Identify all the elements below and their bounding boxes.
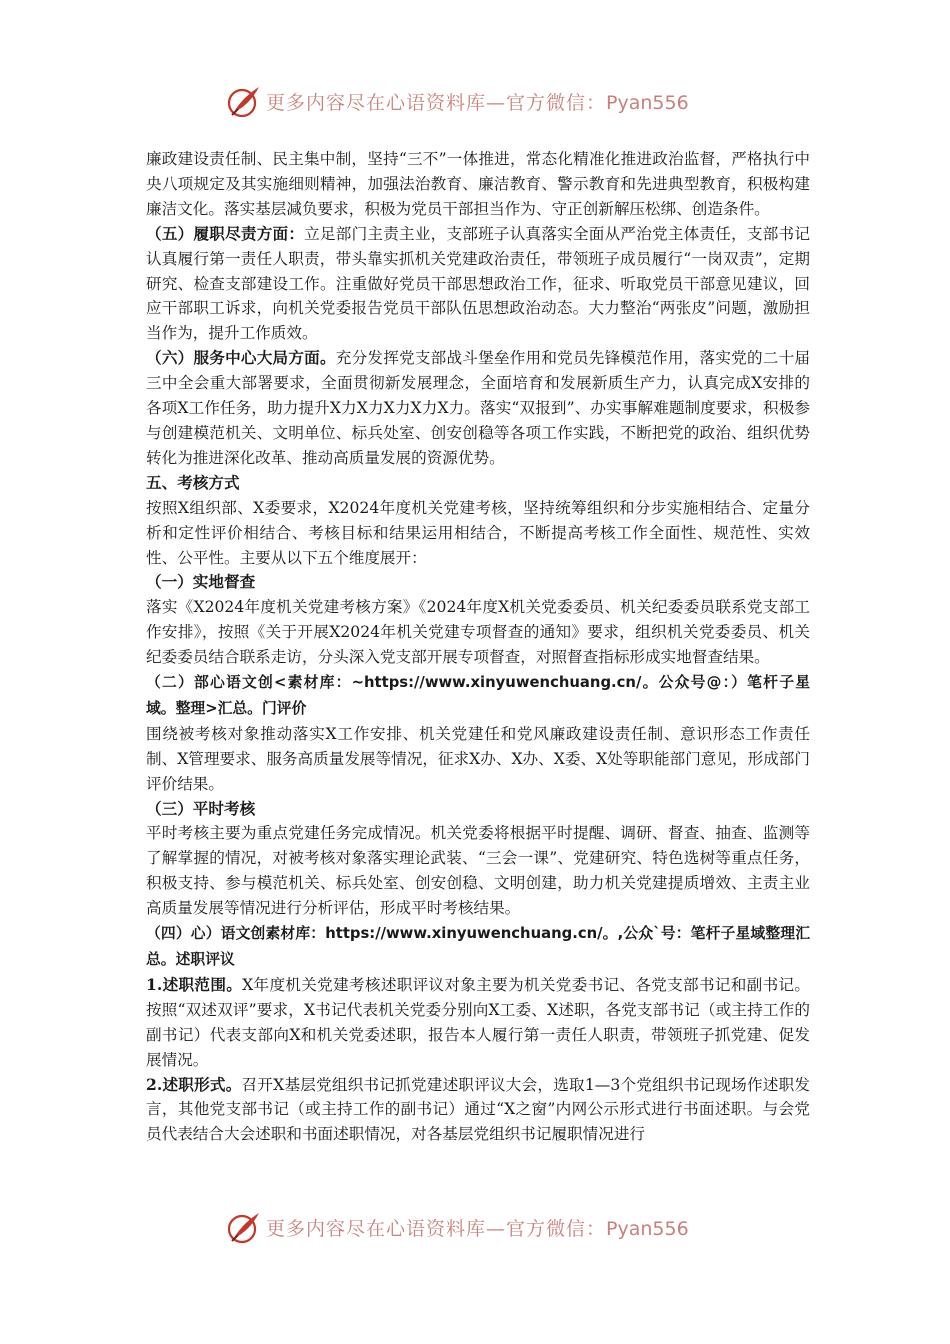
banner-text: 更多内容尽在心语资料库—官方微信：Pyan556 [266,92,689,114]
footer-banner [0,1208,950,1248]
paragraph: 平时考核主要为重点党建任务完成情况。机关党委将根据平时提醒、调研、督查、抽查、监测等了解掌握的情况，对被考核对象落实理论武装、“三会一课”、党建研究、特色选树等重点任务，积极支持、参与模范机关、标兵处室、创安创稳、文明创建，助力机关党建提质增效、主责主业高质量发展等情况进行分析评估，形成平时考核结果。 [146,824,810,918]
paragraph: 1.述职范围。X年度机关党建考核述职评议对象主要为机关党委书记、各党支部书记和副书记。按照“双述双评”要求，X书记代表机关党委分别向X工委、X述职，各党支部书记（或主持工作的副书记）代表支部向X和机关党委述职，报告本人履行第一责任人职责，带领班子抓党建、促发展情况。 [146,974,811,1069]
paragraph: 按照X组织部、X委要求，X2024年度机关党建考核，坚持统筹组织和分步实施相结合、定量分析和定性评价相结合、考核目标和结果运用相结合，不断提高考核工作全面性、规范性、实效性、公平性。主要从以下五个维度展开： [146,498,810,567]
paragraph: 围绕被考核对象推动落实X工作安排、机关党建任和党风廉政建设责任制、意识形态工作责任制、X管理要求、服务高质量发展等情况，征求X办、X办、X委、X处等职能部门意见，形成部门评价结果。 [146,724,810,793]
section-heading: 五、考核方式 [146,472,240,492]
paragraph: （五）履职尽责方面：立足部门主责主业，支部班子认真落实全面从严治党主体责任，支部书记认真履行第一责任人职责，带头靠实抓机关党建政治责任，带领班子成员履行“一岗双责”，定期研究、检查支部建设工作。注重做好党员干部思想政治工作，征求、听取党员干部意见建议，回应干部职工诉求，向机关党委报告党员干部队伍思想政治动态。大力整治“两张皮”问题，激励担当作为，提升工作质效。 [146,223,810,343]
paragraph: 廉政建设责任制、民主集中制，坚持“三不”一体推进，常态化精准化推进政治监督，严格执行中央八项规定及其实施细则精神，加强法治教育、廉洁教育、警示教育和先进典型教育，积极构建廉洁文化。落实基层减负要求，积极为党员干部担当作为、守正创新解压松绑、创造条件。 [146,150,810,218]
quill-logo-icon [226,84,262,120]
subsection-heading: （四）心）语文创素材库：https://www.xinyuwenchuang.cn/。,公众`号：笔杆子星域整理汇总。述职评议 [146,925,810,968]
paragraph: 2.述职形式。召开X基层党组织书记抓党建述职评议大会，选取1—3个党组织书记现场作述职发言，其他党支部书记（或主持工作的副书记）通过“X之窗”内网公示形式进行书面述职。与会党员代表结合大会述职和书面述职情况，对各基层党组织书记履职情况进行 [146,1074,810,1144]
document-body [146,147,810,1147]
quill-logo-icon [226,1210,262,1246]
paragraph: （六）服务中心大局方面。充分发挥党支部战斗堡垒作用和党员先锋模范作用，落实党的二十届三中全会重大部署要求，全面贯彻新发展理念，全面培育和发展新质生产力，认真完成X安排的各项X工作任务，助力提升X力X力X力X力X力。落实“双报到”、办实事解难题制度要求，积极参与创建模范机关、文明单位、标兵处室、创安创稳等各项工作实践，不断把党的政治、组织优势转化为推进深化改革、推动高质量发展的资源优势。 [146,348,810,467]
subsection-heading: （一）实地督查 [146,572,256,592]
header-banner [0,82,950,122]
paragraph: 落实《X2024年度机关党建考核方案》《2024年度X机关党委委员、机关纪委委员联系党支部工作安排》，按照《关于开展X2024年机关党建专项督查的通知》要求，组织机关党委委员、机关纪委委员结合联系走访，分头深入党支部开展专项督查，对照督查指标形成实地督查结果。 [146,598,810,667]
banner-text: 更多内容尽在心语资料库—官方微信：Pyan556 [266,1218,689,1240]
subsection-heading: （二）部心语文创<素材库：~https://www.xinyuwenchuang.cn/。公众号@：）笔杆子星域。整理>汇总。门评价 [146,674,810,717]
subsection-heading: （三）平时考核 [146,798,256,818]
